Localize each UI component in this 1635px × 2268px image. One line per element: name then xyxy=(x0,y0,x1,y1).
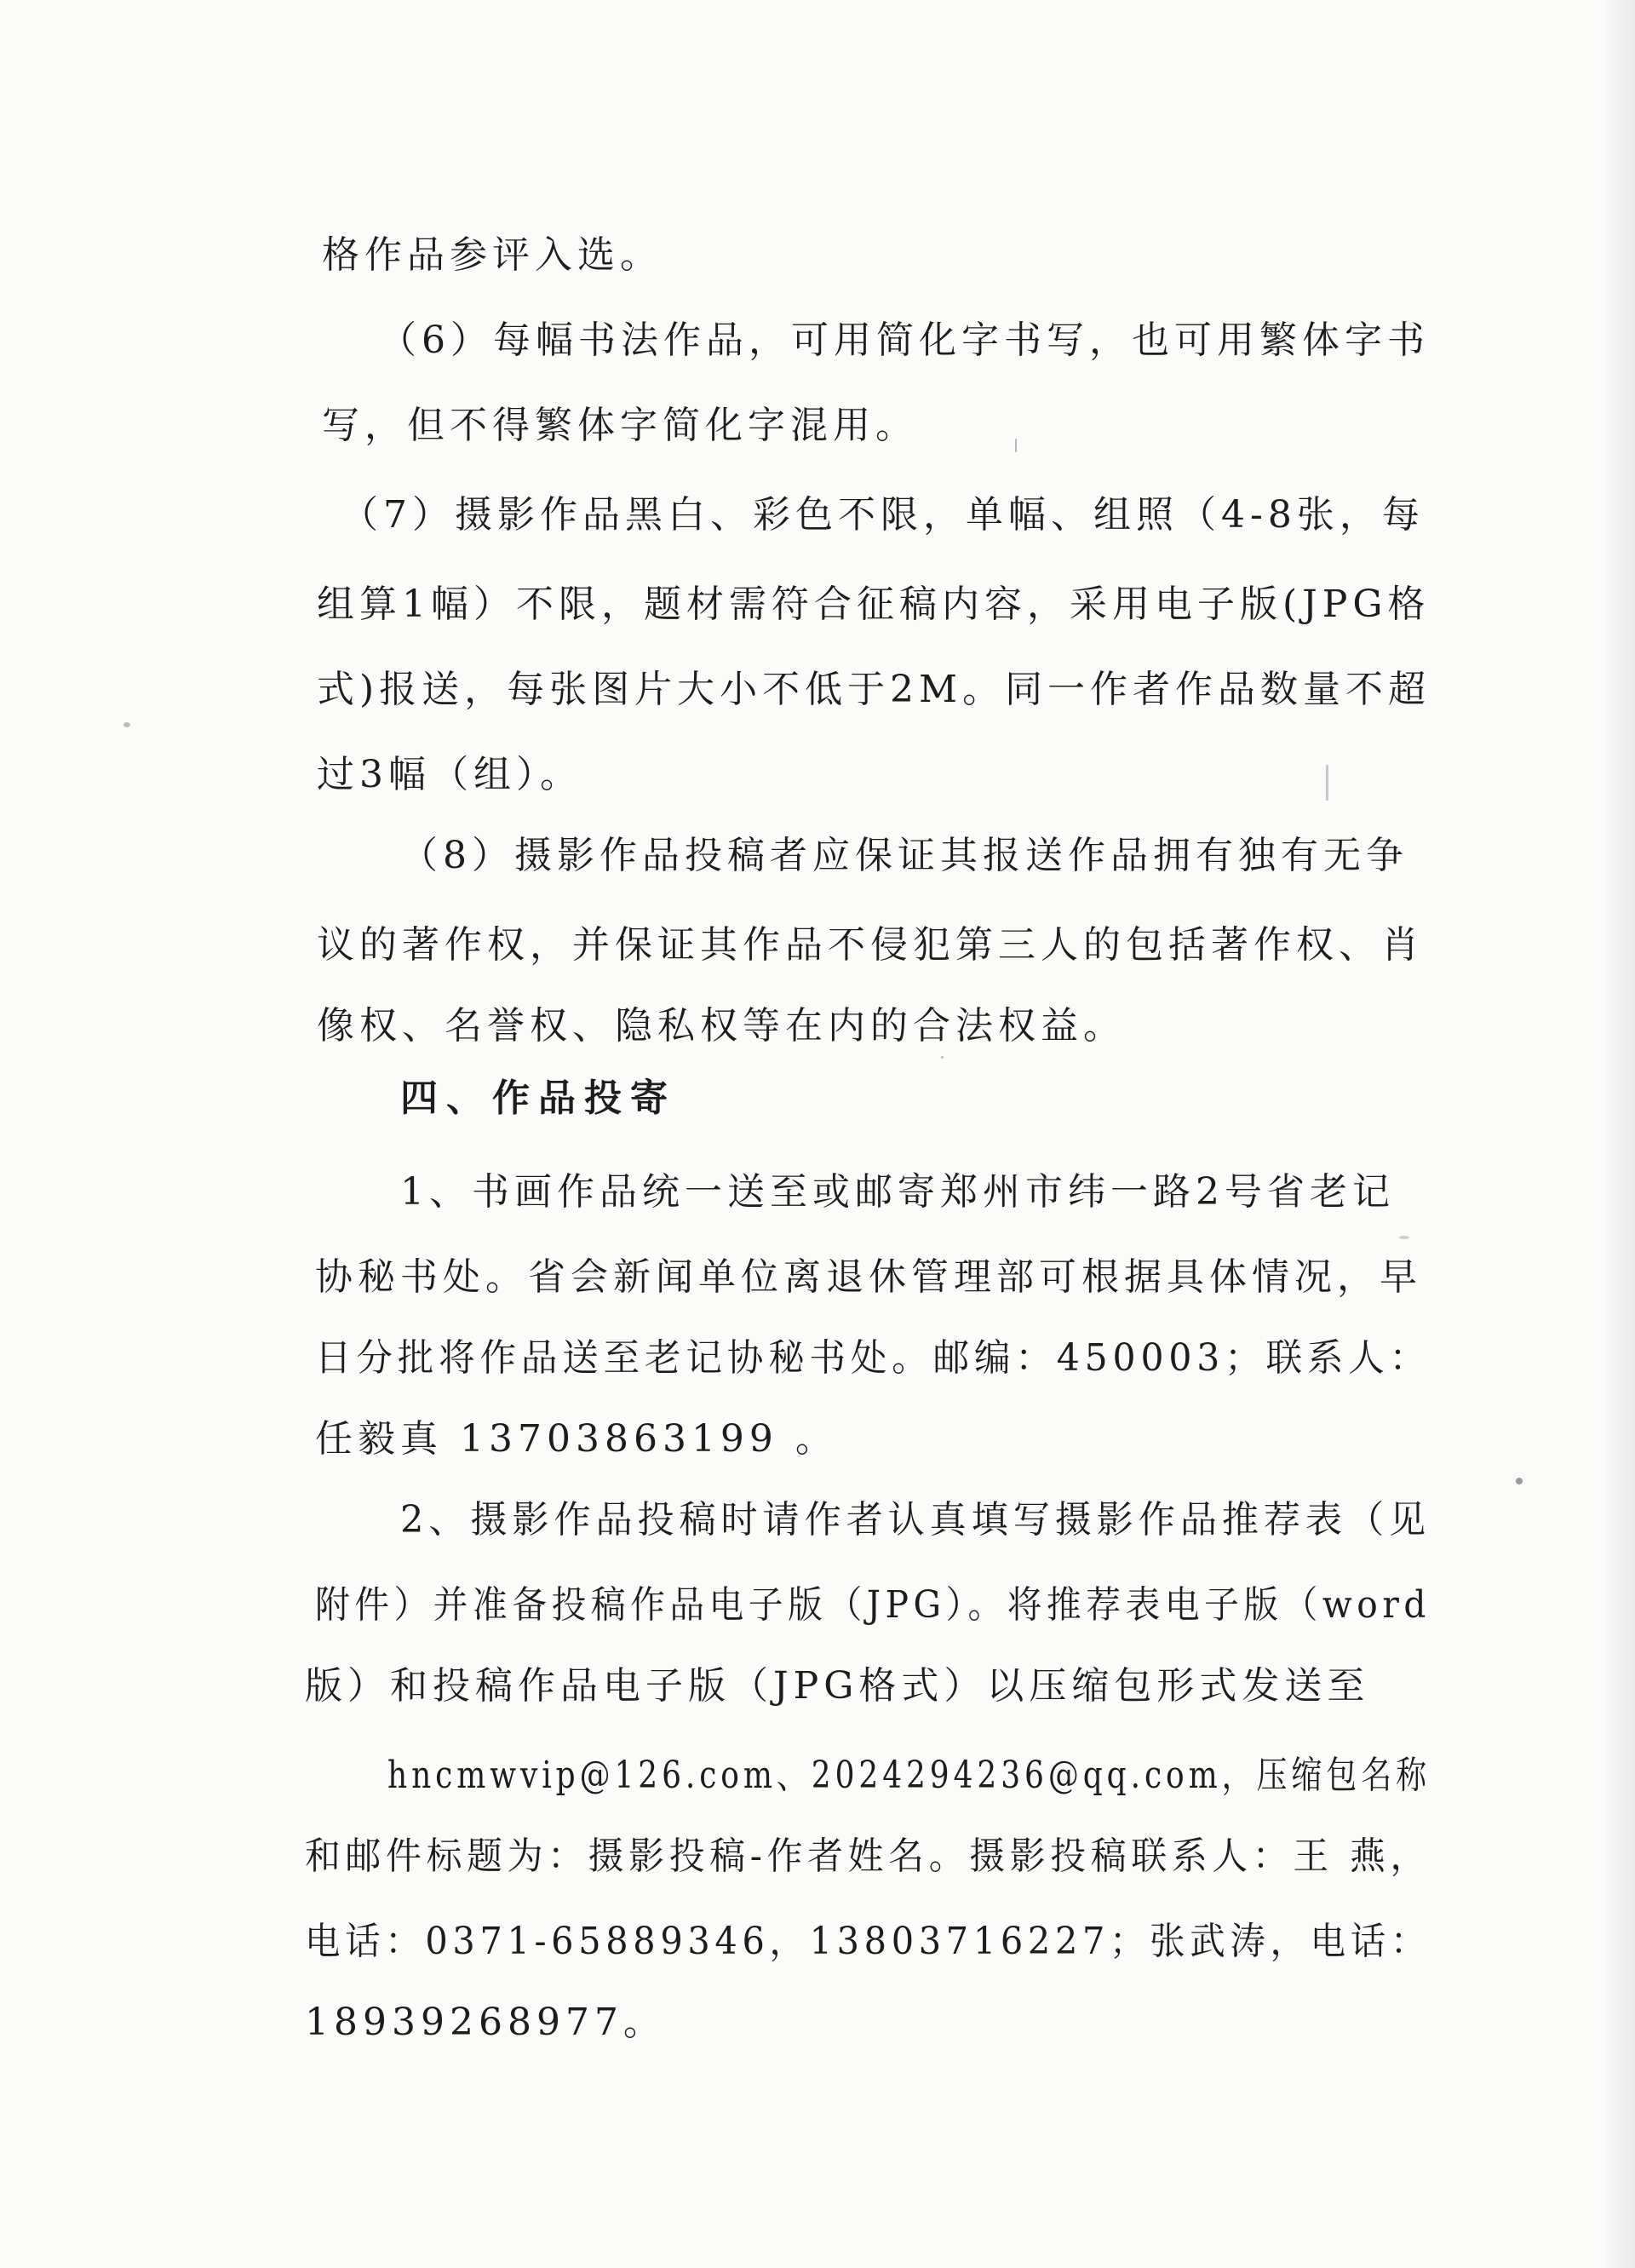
paragraph-line: 2、摄影作品投稿时请作者认真填写摄影作品推荐表（见 xyxy=(400,1498,1431,1542)
paragraph-line: 电话：0371-65889346，13803716227；张武涛，电话： xyxy=(305,1920,1431,1963)
paragraph-line: （6）每幅书法作品，可用简化字书写，也可用繁体字书 xyxy=(379,319,1430,362)
paragraph-line: 1、书画作品统一送至或邮寄郑州市纬一路2号省老记 xyxy=(400,1170,1395,1214)
paragraph-line: 附件）并准备投稿作品电子版（JPG）。将推荐表电子版（word xyxy=(315,1583,1431,1627)
paragraph-line: 任毅真 13703863199 。 xyxy=(315,1417,838,1461)
paragraph-line: hncmwvip@126.com、2024294236@qq.com，压缩包名称 xyxy=(387,1754,1431,1797)
scan-speck xyxy=(123,722,130,727)
scan-speck xyxy=(1399,1236,1409,1239)
paragraph-line: 协秘书处。省会新闻单位离退休管理部可根据具体情况，早 xyxy=(315,1255,1422,1299)
paragraph-line: 议的著作权，并保证其作品不侵犯第三人的包括著作权、肖 xyxy=(317,923,1424,967)
paragraph-line: 过3幅（组）。 xyxy=(317,753,582,796)
paragraph-line: 写，但不得繁体字简化字混用。 xyxy=(322,404,918,447)
scan-speck xyxy=(1015,439,1017,452)
paragraph-line: 和邮件标题为：摄影投稿-作者姓名。摄影投稿联系人：王 燕， xyxy=(305,1834,1431,1878)
paragraph-line: 式)报送，每张图片大小不低于2M。同一作者作品数量不超 xyxy=(317,668,1431,711)
paragraph-line: 18939268977。 xyxy=(305,2001,666,2044)
paragraph-line: 日分批将作品送至老记协秘书处。邮编：450003；联系人： xyxy=(315,1336,1431,1380)
paragraph-line: 版）和投稿作品电子版（JPG格式）以压缩包形式发送至 xyxy=(305,1664,1370,1708)
scan-speck xyxy=(1516,1478,1523,1484)
paragraph-line: 格作品参评入选。 xyxy=(322,233,663,277)
scan-speck xyxy=(941,1056,944,1059)
paragraph-line: 组算1幅）不限，题材需符合征稿内容，采用电子版(JPG格 xyxy=(317,583,1431,626)
paragraph-line: 像权、名誉权、隐私权等在内的合法权益。 xyxy=(317,1004,1126,1048)
paragraph-line: （7）摄影作品黑白、彩色不限，单幅、组照（4-8张，每 xyxy=(341,493,1425,537)
scan-speck xyxy=(1326,765,1328,801)
paragraph-line: （8）摄影作品投稿者应保证其报送作品拥有独有无争 xyxy=(400,834,1408,877)
scan-edge-shadow xyxy=(1606,0,1635,2268)
section-heading: 四、作品投寄 xyxy=(400,1077,676,1120)
